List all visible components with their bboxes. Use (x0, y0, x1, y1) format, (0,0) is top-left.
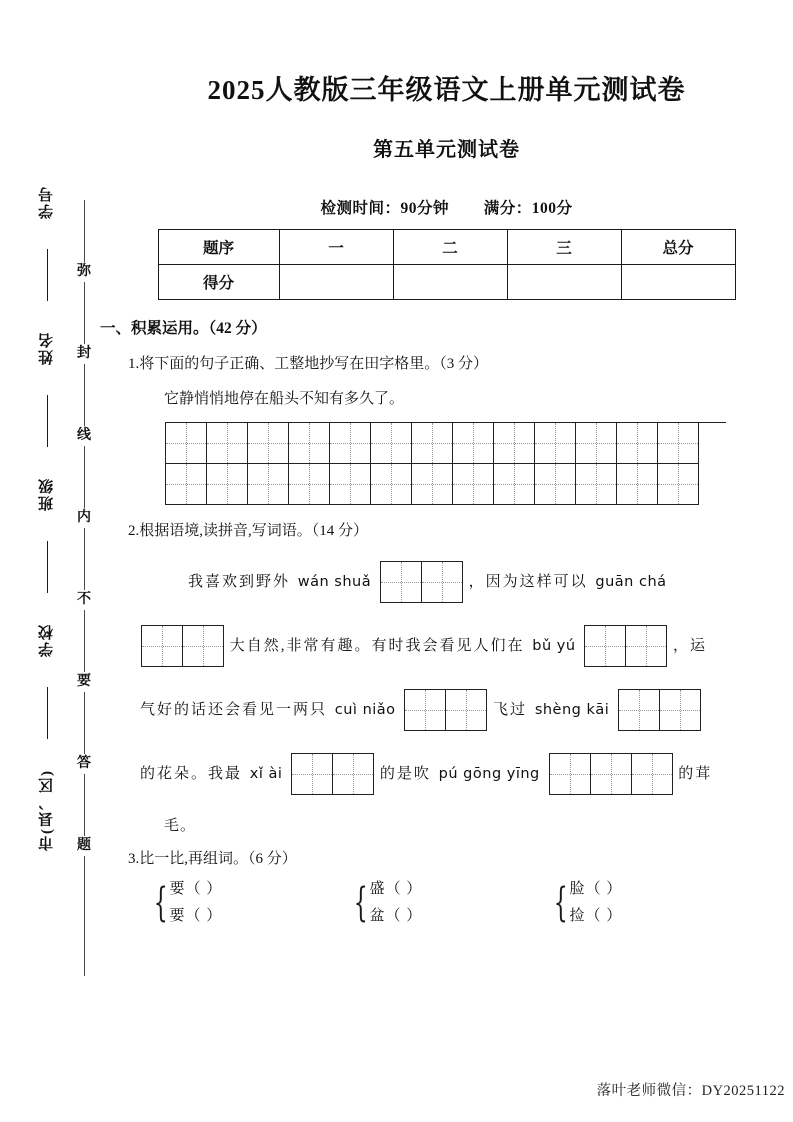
tianzige-cell[interactable] (494, 464, 535, 505)
score-cell-2[interactable] (507, 265, 621, 300)
seal-line-seg-0 (84, 200, 85, 262)
tianzige-cell[interactable] (330, 423, 371, 464)
tianzige-cell[interactable] (289, 423, 330, 464)
score-table-col-0: 一 (279, 230, 393, 265)
brace-icon: { (153, 880, 168, 926)
brace-item[interactable]: 盛（ ） (369, 881, 423, 897)
table-row-scores (158, 265, 735, 300)
q2-l2-answer-box-a[interactable] (141, 625, 224, 667)
exam-time-label: 检测时间：90分钟 (320, 200, 449, 217)
q2-l4-pinyin-b: pú gōng yīng (438, 766, 540, 782)
answer-cell[interactable] (550, 754, 591, 795)
q2-l1-pinyin-b: guān chá (595, 574, 667, 590)
seal-divider-4 (47, 687, 48, 739)
question-2-prompt: 2.根据语境,读拼音,写词语。（14 分） (128, 523, 369, 539)
footer-watermark: 落叶老师微信：DY20251122 (596, 1083, 785, 1099)
answer-cell[interactable] (626, 626, 667, 667)
seal-char-6: 答 (77, 756, 91, 771)
q2-l4-answer-box-a[interactable] (291, 753, 374, 795)
page-title: 2025人教版三年级语文上册单元测试卷 (207, 75, 686, 105)
exam-meta (100, 196, 793, 218)
score-table-col-2: 三 (507, 230, 621, 265)
brace-item[interactable]: 脸（ ） (569, 881, 623, 897)
tianzige-cell[interactable] (658, 464, 699, 505)
seal-line-seg-4 (84, 528, 85, 590)
q2-l2-pinyin-a: bǔ yú (532, 638, 576, 654)
tianzige-cell[interactable] (576, 464, 617, 505)
answer-cell[interactable] (632, 754, 673, 795)
seal-divider-3 (47, 541, 48, 593)
tianzige-cell[interactable] (412, 464, 453, 505)
tianzige-cell[interactable] (453, 423, 494, 464)
q2-l3-text-b: 飞过 (493, 702, 528, 718)
score-cell-0[interactable] (279, 265, 393, 300)
tianzige-cell[interactable] (576, 423, 617, 464)
section-one-heading: 一、积累运用。（42 分） (100, 320, 267, 337)
seal-line-seg-1 (84, 282, 85, 344)
tianzige-cell[interactable] (371, 464, 412, 505)
question-1-sentence: 它静悄悄地停在船头不知有多久了。 (164, 391, 405, 407)
seal-line-seg-8 (84, 856, 85, 976)
brace-group-1-items (169, 876, 222, 930)
brace-item[interactable]: 盆（ ） (369, 908, 423, 924)
question-2-line-1 (188, 560, 793, 604)
answer-cell[interactable] (591, 754, 632, 795)
tianzige-row-1 (166, 423, 726, 464)
q2-l4-pinyin-a: xǐ ài (249, 766, 283, 782)
seal-label-xingming: 姓名 (38, 331, 55, 365)
question-3-prompt: 3.比一比,再组词。（6 分） (128, 851, 297, 867)
seal-divider-1 (47, 249, 48, 301)
tianzige-cell[interactable] (494, 423, 535, 464)
seal-label-xuehao: 学号 (38, 185, 55, 219)
q2-l2-answer-box-b[interactable] (584, 625, 667, 667)
q2-l1-answer-box-a[interactable] (380, 561, 463, 603)
answer-cell[interactable] (660, 690, 701, 731)
answer-cell[interactable] (333, 754, 374, 795)
q2-l2-text-b: ，运 (673, 638, 708, 654)
q2-l3-pinyin-a: cuì niǎo (334, 702, 396, 718)
sealing-margin (0, 0, 100, 1122)
q2-l4-text-c: 的茸 (678, 766, 713, 782)
answer-cell[interactable] (381, 562, 422, 603)
q2-l4-answer-box-b[interactable] (549, 753, 673, 795)
brace-group-1 (148, 876, 348, 930)
q2-l1-text-b: ，因为这样可以 (468, 574, 588, 590)
answer-cell[interactable] (142, 626, 183, 667)
tianzige-cell[interactable] (453, 464, 494, 505)
page-subtitle: 第五单元测试卷 (373, 139, 520, 161)
score-cell-3[interactable] (621, 265, 735, 300)
seal-char-5: 要 (77, 674, 91, 689)
question-2-line-4 (140, 752, 793, 796)
tianzige-cell[interactable] (166, 464, 207, 505)
seal-char-4: 不 (77, 592, 91, 607)
answer-cell[interactable] (292, 754, 333, 795)
q2-l1-text-a: 我喜欢到野外 (188, 574, 291, 590)
seal-line-seg-3 (84, 446, 85, 508)
brace-icon: { (353, 880, 368, 926)
brace-group-3-items (569, 876, 622, 930)
exam-paper-body (100, 0, 793, 1122)
tianzige-cell[interactable] (207, 464, 248, 505)
brace-group-2-items (369, 876, 422, 930)
q2-l4-text-b: 的是吹 (379, 766, 431, 782)
answer-cell[interactable] (585, 626, 626, 667)
q2-l3-answer-box-b[interactable] (618, 689, 701, 731)
answer-cell[interactable] (619, 690, 660, 731)
tianzige-cell[interactable] (412, 423, 453, 464)
brace-item[interactable]: 捡（ ） (569, 908, 623, 924)
brace-group-2 (348, 876, 548, 930)
question-1-prompt: 1.将下面的句子正确、工整地抄写在田字格里。（3 分） (128, 356, 489, 372)
table-row-header (158, 230, 735, 265)
tianzige-cell[interactable] (248, 423, 289, 464)
score-table-row-label-0: 题序 (158, 230, 279, 265)
seal-char-2: 线 (77, 428, 91, 443)
score-table-col-3: 总分 (621, 230, 735, 265)
tianzige-cell[interactable] (330, 464, 371, 505)
tianzige-cell[interactable] (535, 464, 576, 505)
tianzige-cell[interactable] (617, 423, 658, 464)
seal-char-3: 内 (77, 510, 91, 525)
seal-label-shixianqu: 市(县、区) (38, 769, 55, 851)
tianzige-cell[interactable] (535, 423, 576, 464)
answer-cell[interactable] (422, 562, 463, 603)
q2-l3-answer-box-a[interactable] (404, 689, 487, 731)
q2-l1-pinyin-a: wán shuǎ (297, 574, 372, 590)
score-table (158, 229, 736, 300)
seal-line-seg-7 (84, 774, 85, 836)
total-score-label: 满分：100分 (483, 200, 573, 217)
tianzige-cell[interactable] (207, 423, 248, 464)
seal-line-seg-2 (84, 364, 85, 426)
question-2-line-2 (140, 624, 793, 668)
score-table-row-label-1: 得分 (158, 265, 279, 300)
tianzige-cell[interactable] (289, 464, 330, 505)
question-2-line-3 (140, 688, 793, 732)
seal-divider-2 (47, 395, 48, 447)
seal-char-7: 题 (77, 838, 91, 853)
answer-cell[interactable] (183, 626, 224, 667)
tianzige-grid[interactable] (165, 422, 726, 505)
seal-line-seg-5 (84, 610, 85, 672)
tianzige-cell[interactable] (166, 423, 207, 464)
seal-line-seg-6 (84, 692, 85, 754)
q2-l3-text-a: 气好的话还会看见一两只 (140, 702, 328, 718)
seal-char-1: 封 (77, 346, 91, 361)
q2-l4-text-a: 的花朵。我最 (140, 766, 243, 782)
brace-icon: { (553, 880, 568, 926)
tianzige-row-2 (166, 464, 726, 505)
seal-char-0: 弥 (77, 264, 91, 279)
student-info-column (30, 185, 64, 1065)
tianzige-cell[interactable] (617, 464, 658, 505)
seal-label-banji: 班级 (38, 477, 55, 511)
question-3-groups (148, 876, 793, 930)
seal-label-xuexiao: 学校 (38, 623, 55, 657)
q2-l2-text-a: 大自然,非常有趣。有时我会看见人们在 (229, 638, 525, 654)
brace-group-3 (548, 876, 748, 930)
answer-cell[interactable] (405, 690, 446, 731)
tianzige-cell[interactable] (248, 464, 289, 505)
score-cell-1[interactable] (393, 265, 507, 300)
score-table-col-1: 二 (393, 230, 507, 265)
tianzige-cell[interactable] (371, 423, 412, 464)
question-2-tail: 毛。 (164, 818, 197, 834)
brace-item[interactable]: 要（ ） (169, 908, 223, 924)
tianzige-cell[interactable] (658, 423, 699, 464)
answer-cell[interactable] (446, 690, 487, 731)
seal-line-column (72, 200, 96, 1055)
q2-l3-pinyin-b: shèng kāi (534, 702, 610, 718)
brace-item[interactable]: 要（ ） (169, 881, 223, 897)
